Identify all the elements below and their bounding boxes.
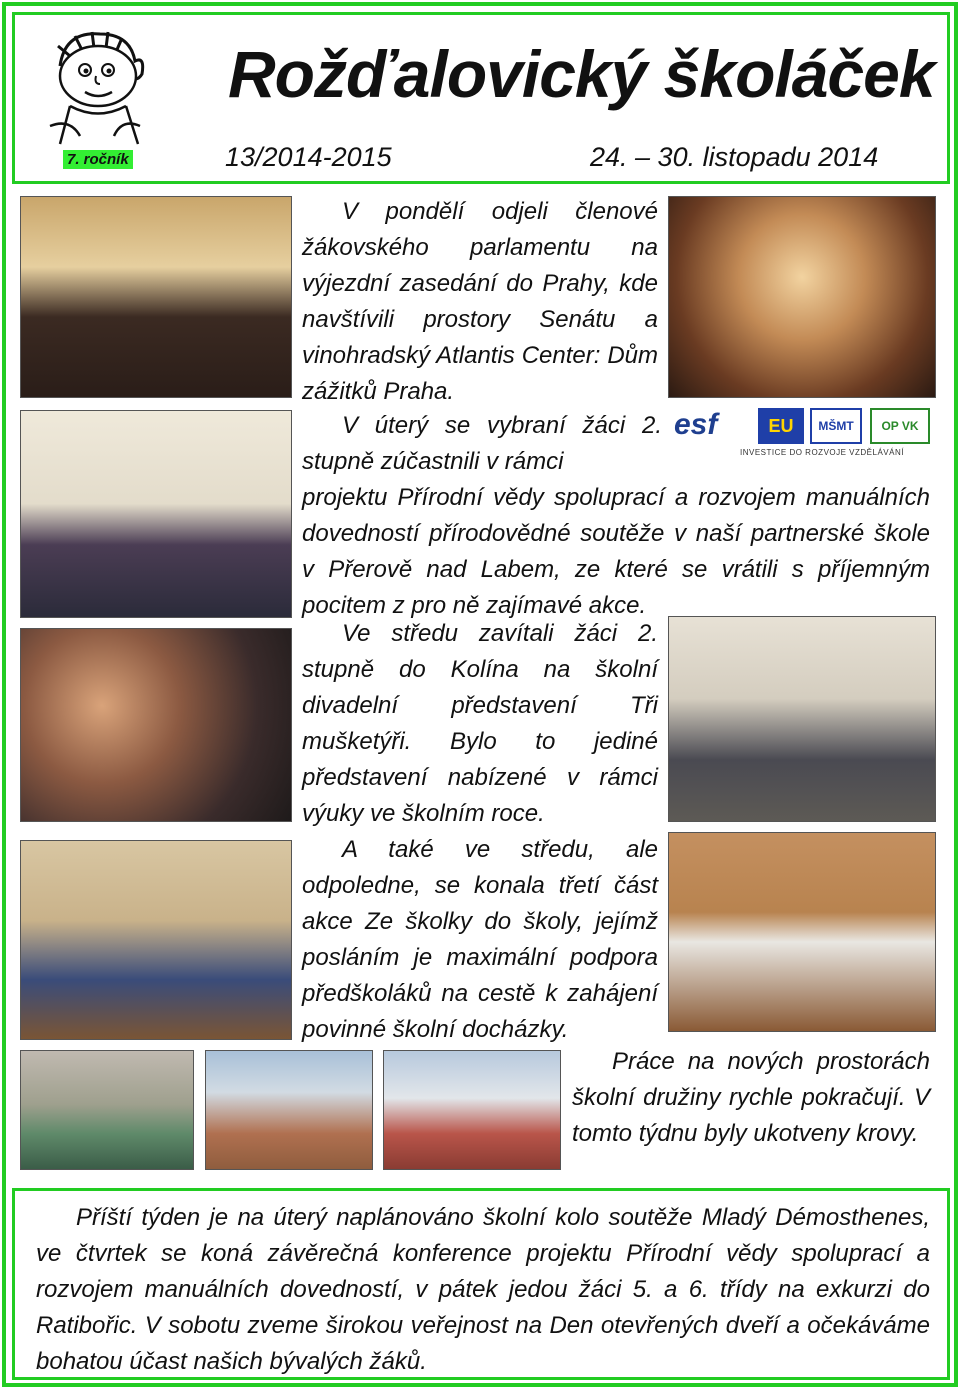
photo-roof-trusses	[205, 1050, 373, 1170]
mascot-boy-illustration	[30, 26, 160, 148]
esf-logo: esf	[674, 408, 718, 441]
eu-logo: EU	[758, 408, 804, 444]
photo-students-kolin	[668, 616, 936, 822]
photo-atlantis-center	[668, 196, 936, 398]
photo-crane-construction	[20, 1050, 194, 1170]
logos-caption: INVESTICE DO ROZVOJE VZDĚLÁVÁNÍ	[740, 448, 904, 457]
msmt-logo: MŠMT	[810, 408, 862, 444]
photo-students-group	[20, 410, 292, 618]
photo-classroom-children	[20, 840, 292, 1040]
article-tuesday-intro: V úterý se vybraní žáci 2. stupně zúčastnili v rámci	[302, 412, 662, 475]
article-next-week: Příští týden je na úterý naplánováno školní kolo soutěže Mladý Démosthenes, ve čtvrtek se koná závěrečná konference projektu Přírodní vědy spoluprací a rozvojem manuálních dovedností, v pátek jedou žáci 5. a 6. třídy na exkurzi do Ratibořic. V sobotu zveme širokou veřejnost na Den otevřených dveří a očekáváme bohatou účast našich bývalých žáků.	[36, 1204, 930, 1375]
photo-interactive-board	[668, 832, 936, 1032]
article-monday: V pondělí odjeli členové žákovského parlamentu na výjezdní zasedání do Prahy, kde navštívili prostory Senátu a vinohradský Atlantis Center: Dům zážitků Praha.	[302, 198, 658, 405]
photo-senate-hall	[20, 196, 292, 398]
article-wednesday-afternoon: A také ve středu, ale odpoledne, se konala třetí část akce Ze školky do školy, jejímž posláním je maximální podpora předškoláků na cestě k zahájení povinné školní docházky.	[302, 836, 658, 1043]
article-construction: Práce na nových prostorách školní družiny rychle pokračují. V tomto týdnu byly ukotveny krovy.	[572, 1048, 930, 1147]
issue-dates: 24. – 30. listopadu 2014	[590, 142, 879, 172]
grade-badge: 7. ročník	[63, 150, 133, 169]
photo-roof-building	[383, 1050, 561, 1170]
project-logos	[670, 404, 940, 460]
article-wednesday: Ve středu zavítali žáci 2. stupně do Kolína na školní divadelní představení Tři mušketýři. Bylo to jediné představení nabízené v rámci výuky ve školním roce.	[302, 620, 658, 827]
article-tuesday-body: projektu Přírodní vědy spoluprací a rozvojem manuálních dovedností přírodovědné soutěže v naší partnerské škole v Přerově nad Labem, ze které se vrátili s příjemným pocitem z pro ně zajímavé akce.	[302, 484, 930, 619]
newsletter-title: Rožďalovický školáček	[228, 37, 935, 111]
photo-students-table	[20, 628, 292, 822]
op-vk-logo: OP VK	[870, 408, 930, 444]
issue-number: 13/2014-2015	[225, 142, 392, 172]
